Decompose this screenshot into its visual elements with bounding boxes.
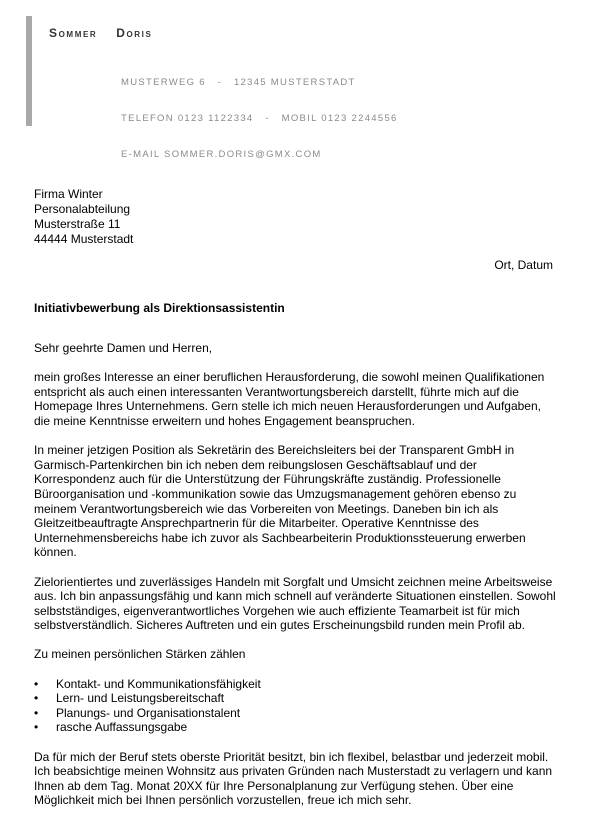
salutation: Sehr geehrte Damen und Herren, [34,341,213,355]
recipient-department: Personalabteilung [34,202,131,216]
list-item: • Lern- und Leistungsbereitschaft [34,691,558,706]
sender-first-name: Doris [116,26,153,40]
recipient-city: 44444 Musterstadt [34,232,134,246]
sender-email-line: E-MAIL SOMMER.DORIS@GMX.COM [121,149,322,160]
paragraph-strengths-intro: Zu meinen persönlichen Stärken zählen [34,647,246,662]
recipient-street: Musterstraße 11 [34,217,121,231]
letter-body [34,341,558,823]
paragraph-workstyle: Zielorientiertes und zuverlässiges Handeln mit Sorgfalt und Umsicht zeichnen meine Arbeitsweise aus. Ich bin anpassungsfähig und kann mich schnell auf veränderte Situationen einstellen. Sowohl selbstständiges, eigenverantwortliches Vorgehen wie auch effiziente Teamarbeit ist für mich selbstverständlich. Sicheres Auftreten und ein gutes Erscheinungsbild runden mein Profil ab. [34,574,556,633]
list-item: • rasche Auffassungsgabe [34,720,558,735]
recipient-address [34,187,133,247]
place-date: Ort, Datum [494,258,553,272]
list-item: • Kontakt- und Kommunikationsfähigkeit [34,677,558,692]
sender-address-line: MUSTERWEG 6 - 12345 MUSTERSTADT [121,77,356,88]
sender-contact [121,53,398,173]
sender-phone-line: TELEFON 0123 1122334 - MOBIL 0123 2244556 [121,113,398,124]
paragraph-closing: Da für mich der Beruf stets oberste Priorität besitzt, bin ich flexibel, belastbar und jederzeit mobil. Ich beabsichtige meinen Wohnsitz aus privaten Gründen nach Musterstadt zu verlagern und kann Ihnen ab dem Tag. Monat 20XX für Ihre Personalplanung zur Verfügung stehen. Über eine Möglichkeit mich bei Ihnen persönlich vorzustellen, freue ich mich sehr. [34,749,553,808]
paragraph-intro: mein großes Interesse an einer beruflichen Herausforderung, die sowohl meinen Qualifikationen entspricht als auch einen interessanten Verantwortungsbereich darstellt, führte mich auf die Homepage Ihres Unternehmens. Gern stelle ich mich neuen Herausforderungen und Aufgaben, die meine Kenntnisse erweitern und hohes Engagement beanspruchen. [34,370,545,428]
recipient-company: Firma Winter [34,187,103,201]
header-accent-bar [26,16,32,126]
sender-last-name: Sommer [49,26,98,40]
strengths-list [34,677,558,735]
sender-name [49,26,152,40]
paragraph-position: In meiner jetzigen Position als Sekretärin des Bereichsleiters bei der Transparent GmbH in Garmisch-Partenkirchen bin ich neben dem reibungslosen Geschäftsablauf und der Korrespondenz auch für die Unterstützung der Führungskräfte zuständig. Professionelle Büroorganisation und -kommunikation sowie das Umzugsmanagement gehören ebenso zu meinem Verantwortungsbereich wie das Vorbereiten von Meetings. Daneben bin ich als Gleitzeitbeauftragte Ansprechpartnerin für die Mitarbeiter. Operative Kenntnisse des Unternehmensbereichs habe ich zuvor als Sachbearbeiterin Produktionssteuerung erwerben können. [34,443,526,560]
list-item: • Planungs- und Organisationstalent [34,706,558,721]
letter-subject: Initiativbewerbung als Direktionsassistentin [34,301,285,315]
